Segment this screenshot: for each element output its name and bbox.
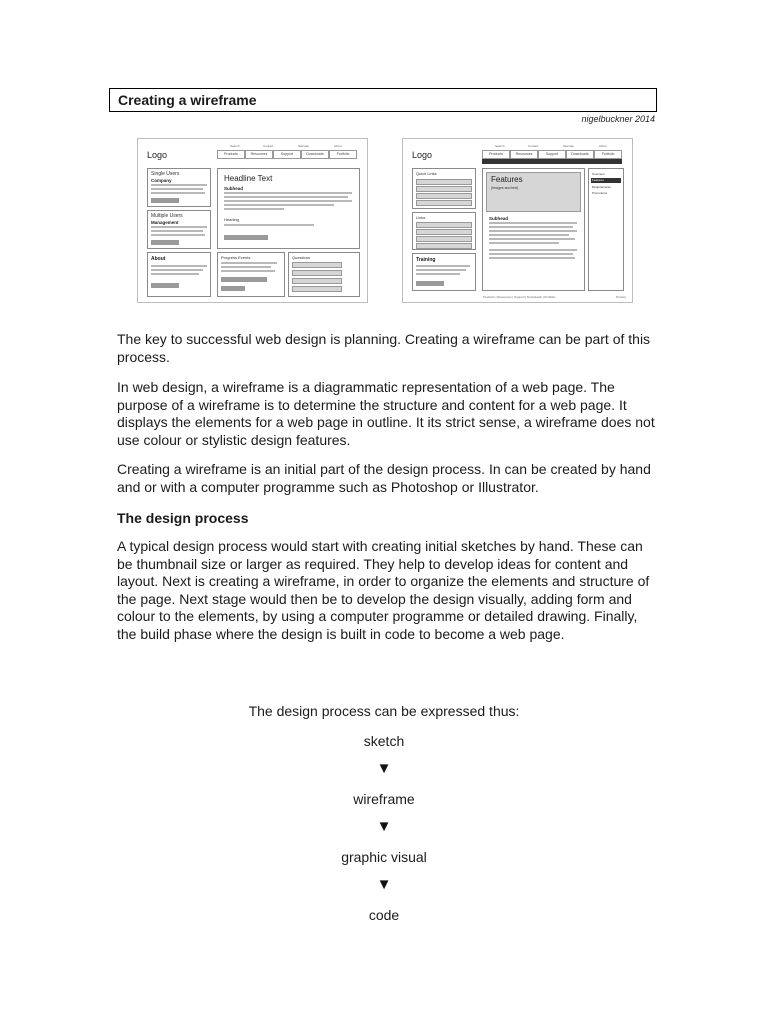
wf-sidebar-sub: Management <box>151 220 179 225</box>
wf-footer-right: Privacy <box>616 295 626 299</box>
paragraph-definition: In web design, a wireframe is a diagrammatic representation of a web page. The purpose of a wireframe is to determine the structure and content for a web page. It displays the elements for a web page in outline. It its strict sense, a wireframe does not use colour or stylistic design features. <box>117 379 655 448</box>
wf-sidebar-title: Single Users <box>151 171 180 177</box>
wf-quick-links-box <box>412 168 476 209</box>
wf-subnav-bar <box>482 159 622 164</box>
wf-menu-item: Requirements <box>592 185 611 189</box>
wf-subhead-2: Heading <box>224 217 239 222</box>
wf-menu-item: Features <box>592 178 604 182</box>
flow-step-sketch: sketch <box>363 733 405 749</box>
wf-nav-item: Products <box>482 150 510 159</box>
wireframe-homepage-image <box>137 138 368 303</box>
wireframe-logo: Logo <box>412 150 433 160</box>
flow-step-wireframe: wireframe <box>353 791 415 807</box>
wf-top-link: About <box>599 144 607 148</box>
wf-footer-links: Products | Resources | Support | Downloads | Portfolio <box>483 295 556 299</box>
wf-nav-item: Downloads <box>566 150 594 159</box>
wf-progress-box <box>217 252 285 297</box>
wireframe-feature-page-image <box>402 138 633 303</box>
down-arrow-icon: ▼ <box>376 876 392 893</box>
wf-subhead: Subhead <box>224 186 244 191</box>
down-arrow-icon: ▼ <box>376 818 392 835</box>
wf-features-box <box>482 168 585 291</box>
wf-top-link: Search <box>230 144 240 148</box>
wf-nav-item: Products <box>217 150 245 159</box>
document-title-box <box>109 88 657 112</box>
wf-features-title: Features <box>491 175 523 184</box>
wf-top-link: Contact <box>263 144 274 148</box>
wf-nav-item: Downloads <box>301 150 329 159</box>
wf-sidebar-title: About <box>151 256 166 262</box>
wf-links-box <box>412 212 476 250</box>
wf-features-sub: (Images and text) <box>491 186 519 190</box>
wireframe-logo: Logo <box>147 150 168 160</box>
wf-box-title: Links <box>416 215 426 220</box>
wf-nav-item: Support <box>273 150 301 159</box>
wf-nav-item: Resources <box>245 150 273 159</box>
paragraph-design-process: A typical design process would start with creating initial sketches by hand. These can be thumbnail size or larger as required. They help to develop ideas for content and layout. Next is creating a wireframe, in order to organize the elements and structure of the page. Next stage would then be to develop the design visually, adding form and colour to the elements, by using a computer programme or detailed drawing. Finally, the build phase where the design is built in code to become a web page. <box>117 538 650 642</box>
author-credit: nigelbuckner 2014 <box>581 114 655 124</box>
wf-top-link: Sitemap <box>563 144 575 148</box>
wf-sidebar-box <box>147 168 211 207</box>
wf-nav-item: Resources <box>510 150 538 159</box>
flow-step-code: code <box>368 907 400 923</box>
wf-right-menu <box>588 168 624 291</box>
wf-menu-item: Overview <box>592 172 605 176</box>
wf-subhead: Subhead <box>489 216 509 221</box>
wf-top-link: Search <box>495 144 505 148</box>
wf-sidebar-title: Multiple Users <box>151 213 183 219</box>
wf-nav-item: Portfolio <box>594 150 622 159</box>
paragraph-process-intro: Creating a wireframe is an initial part of the design process. In can be created by hand and or with a computer programme such as Photoshop or Illustrator. <box>117 461 651 495</box>
wf-headline-box <box>217 168 360 249</box>
wf-top-link: Sitemap <box>298 144 310 148</box>
section-heading: The design process <box>117 510 249 526</box>
wf-nav-item: Support <box>538 150 566 159</box>
paragraph-intro: The key to successful web design is planning. Creating a wireframe can be part of this process. <box>117 331 651 365</box>
document-title: Creating a wireframe <box>118 92 257 108</box>
wf-sidebar-box <box>147 252 211 297</box>
wf-box-title: Progress Events <box>221 255 251 260</box>
wf-box-title: Questions <box>292 255 311 260</box>
wf-box-title: Training <box>416 257 436 263</box>
wf-top-link: About <box>334 144 342 148</box>
wf-sidebar-sub: Company <box>151 178 172 183</box>
wf-sidebar-box <box>147 210 211 249</box>
wf-box-title: Quick Links <box>416 171 437 176</box>
wf-questions-box <box>288 252 360 297</box>
wf-training-box <box>412 253 476 291</box>
flow-intro: The design process can be expressed thus: <box>248 703 520 719</box>
flow-step-graphic-visual: graphic visual <box>341 849 427 865</box>
wf-top-link: Contact <box>528 144 539 148</box>
down-arrow-icon: ▼ <box>376 760 392 777</box>
wf-headline: Headline Text <box>224 174 273 183</box>
wf-nav-item: Portfolio <box>329 150 357 159</box>
wf-menu-item: Promotions <box>592 191 608 195</box>
